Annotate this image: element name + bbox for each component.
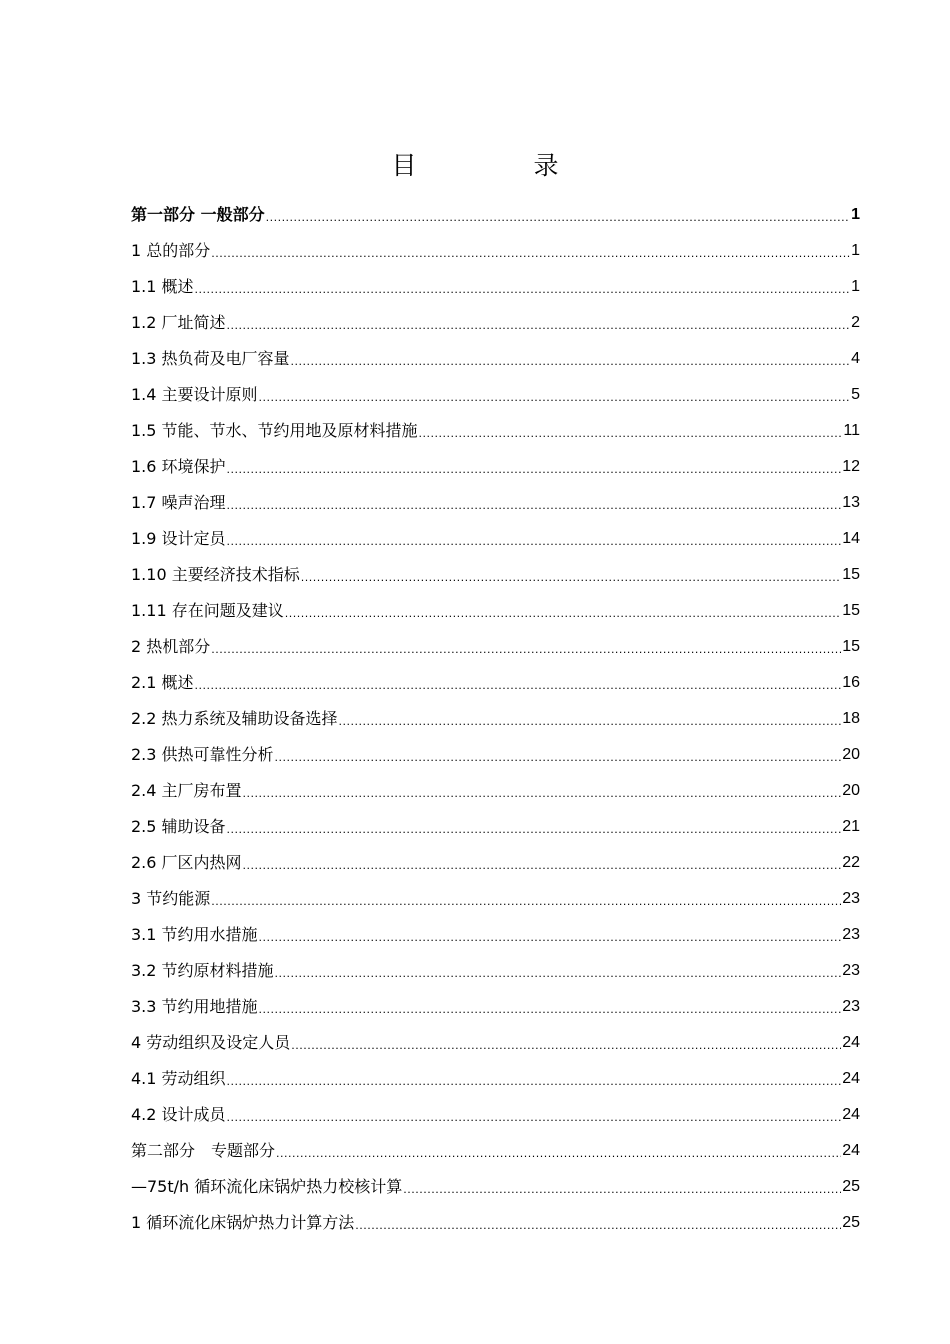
toc-entry-label: 2.4 主厂房布置 (131, 781, 242, 800)
toc-entry-label: 第二部分 专题部分 (131, 1141, 276, 1160)
toc-entry-label: 4.2 设计成员 (131, 1105, 226, 1124)
toc-entry-page-number: 22 (842, 854, 860, 871)
toc-leader-dots (259, 932, 842, 944)
toc-entry[interactable] (131, 479, 860, 515)
toc-leader-dots (195, 284, 851, 296)
toc-entry[interactable] (131, 731, 860, 767)
toc-entry-page-number: 11 (843, 422, 860, 439)
toc-entry[interactable] (131, 371, 860, 407)
toc-entry[interactable] (131, 191, 860, 227)
toc-entry-label: 1 循环流化床锅炉热力计算方法 (131, 1213, 355, 1232)
toc-entry-label: 1.2 厂址简述 (131, 313, 226, 332)
toc-entry[interactable] (131, 911, 860, 947)
toc-leader-dots (211, 644, 841, 656)
toc-entry-label: 3.3 节约用地措施 (131, 997, 258, 1016)
toc-entry-page-number: 5 (851, 386, 860, 403)
toc-leader-dots (227, 320, 851, 332)
toc-entry-label: 1.4 主要设计原则 (131, 385, 258, 404)
toc-entry-page-number: 15 (842, 602, 860, 619)
toc-leader-dots (227, 536, 842, 548)
toc-leader-dots (275, 968, 842, 980)
toc-entry-page-number: 24 (842, 1034, 860, 1051)
toc-entry[interactable] (131, 803, 860, 839)
toc-entry-label: 2.3 供热可靠性分析 (131, 745, 274, 764)
toc-entry[interactable] (131, 695, 860, 731)
toc-entry-page-number: 23 (842, 926, 860, 943)
toc-leader-dots (227, 500, 842, 512)
toc-entry-label: 1.3 热负荷及电厂容量 (131, 349, 290, 368)
toc-leader-dots (266, 212, 851, 224)
toc-leader-dots (243, 860, 842, 872)
toc-entry-label: 3 节约能源 (131, 889, 211, 908)
toc-entry[interactable] (131, 1163, 860, 1199)
toc-entry-page-number: 23 (842, 890, 860, 907)
toc-leader-dots (339, 716, 842, 728)
toc-leader-dots (301, 572, 841, 584)
toc-entry-label: 2.6 厂区内热网 (131, 853, 242, 872)
toc-entry-label: 1.11 存在问题及建议 (131, 601, 284, 620)
toc-entry-page-number: 25 (842, 1214, 860, 1231)
toc-entry-page-number: 18 (842, 710, 860, 727)
toc-entry[interactable] (131, 407, 860, 443)
toc-list (131, 191, 860, 1235)
toc-leader-dots (227, 1112, 842, 1124)
toc-entry-page-number: 4 (851, 350, 860, 367)
toc-entry[interactable] (131, 767, 860, 803)
toc-entry-page-number: 1 (851, 206, 860, 223)
toc-leader-dots (285, 608, 841, 620)
toc-entry[interactable] (131, 1091, 860, 1127)
toc-entry[interactable] (131, 623, 860, 659)
toc-entry-page-number: 15 (842, 638, 860, 655)
toc-entry-label: 1.7 噪声治理 (131, 493, 226, 512)
toc-leader-dots (227, 824, 842, 836)
toc-leader-dots (355, 1220, 841, 1232)
toc-entry[interactable] (131, 587, 860, 623)
toc-entry[interactable] (131, 299, 860, 335)
toc-entry[interactable] (131, 551, 860, 587)
toc-entry-page-number: 15 (842, 566, 860, 583)
toc-entry-label: 1 总的部分 (131, 241, 211, 260)
toc-entry[interactable] (131, 263, 860, 299)
toc-entry-page-number: 23 (842, 998, 860, 1015)
toc-entry[interactable] (131, 443, 860, 479)
toc-entry-page-number: 16 (842, 674, 860, 691)
toc-entry[interactable] (131, 1055, 860, 1091)
toc-entry-page-number: 2 (851, 314, 860, 331)
toc-leader-dots (195, 680, 842, 692)
toc-title: 目 录 (391, 151, 605, 180)
toc-entry[interactable] (131, 659, 860, 695)
toc-leader-dots (403, 1184, 841, 1196)
toc-entry[interactable] (131, 1199, 860, 1235)
toc-entry[interactable] (131, 227, 860, 263)
toc-entry-label: 2.2 热力系统及辅助设备选择 (131, 709, 338, 728)
toc-leader-dots (227, 1076, 842, 1088)
toc-entry[interactable] (131, 839, 860, 875)
toc-entry-page-number: 20 (842, 746, 860, 763)
toc-entry[interactable] (131, 1127, 860, 1163)
toc-entry[interactable] (131, 335, 860, 371)
toc-entry-label: 1.1 概述 (131, 277, 194, 296)
toc-leader-dots (227, 464, 842, 476)
toc-entry-page-number: 24 (842, 1106, 860, 1123)
toc-entry-label: —75t/h 循环流化床锅炉热力校核计算 (131, 1177, 403, 1196)
toc-leader-dots (291, 1040, 841, 1052)
toc-entry-page-number: 12 (842, 458, 860, 475)
toc-entry-page-number: 20 (842, 782, 860, 799)
toc-leader-dots (211, 248, 850, 260)
toc-entry-page-number: 14 (842, 530, 860, 547)
toc-entry-page-number: 25 (842, 1178, 860, 1195)
toc-entry[interactable] (131, 875, 860, 911)
toc-entry[interactable] (131, 983, 860, 1019)
toc-entry-label: 2.1 概述 (131, 673, 194, 692)
toc-entry-page-number: 23 (842, 962, 860, 979)
toc-leader-dots (276, 1148, 841, 1160)
toc-entry-label: 2.5 辅助设备 (131, 817, 226, 836)
toc-leader-dots (259, 392, 851, 404)
toc-entry-label: 第一部分 一般部分 (131, 205, 265, 224)
toc-entry-page-number: 21 (842, 818, 860, 835)
toc-entry-label: 1.6 环境保护 (131, 457, 226, 476)
toc-entry-label: 1.10 主要经济技术指标 (131, 565, 300, 584)
toc-entry-label: 3.2 节约原材料措施 (131, 961, 274, 980)
toc-entry[interactable] (131, 515, 860, 551)
toc-entry-label: 2 热机部分 (131, 637, 211, 656)
toc-entry-page-number: 1 (851, 278, 860, 295)
toc-leader-dots (259, 1004, 842, 1016)
toc-entry-label: 4 劳动组织及设定人员 (131, 1033, 291, 1052)
toc-entry-page-number: 24 (842, 1142, 860, 1159)
toc-entry-label: 1.5 节能、节水、节约用地及原材料措施 (131, 421, 418, 440)
toc-leader-dots (243, 788, 842, 800)
toc-leader-dots (419, 428, 843, 440)
toc-entry-label: 3.1 节约用水措施 (131, 925, 258, 944)
toc-leader-dots (291, 356, 851, 368)
toc-entry-label: 1.9 设计定员 (131, 529, 226, 548)
toc-entry-label: 4.1 劳动组织 (131, 1069, 226, 1088)
toc-leader-dots (275, 752, 842, 764)
toc-entry[interactable] (131, 947, 860, 983)
toc-leader-dots (211, 896, 841, 908)
toc-entry[interactable] (131, 1019, 860, 1055)
toc-entry-page-number: 1 (851, 242, 860, 259)
toc-entry-page-number: 24 (842, 1070, 860, 1087)
toc-entry-page-number: 13 (842, 494, 860, 511)
